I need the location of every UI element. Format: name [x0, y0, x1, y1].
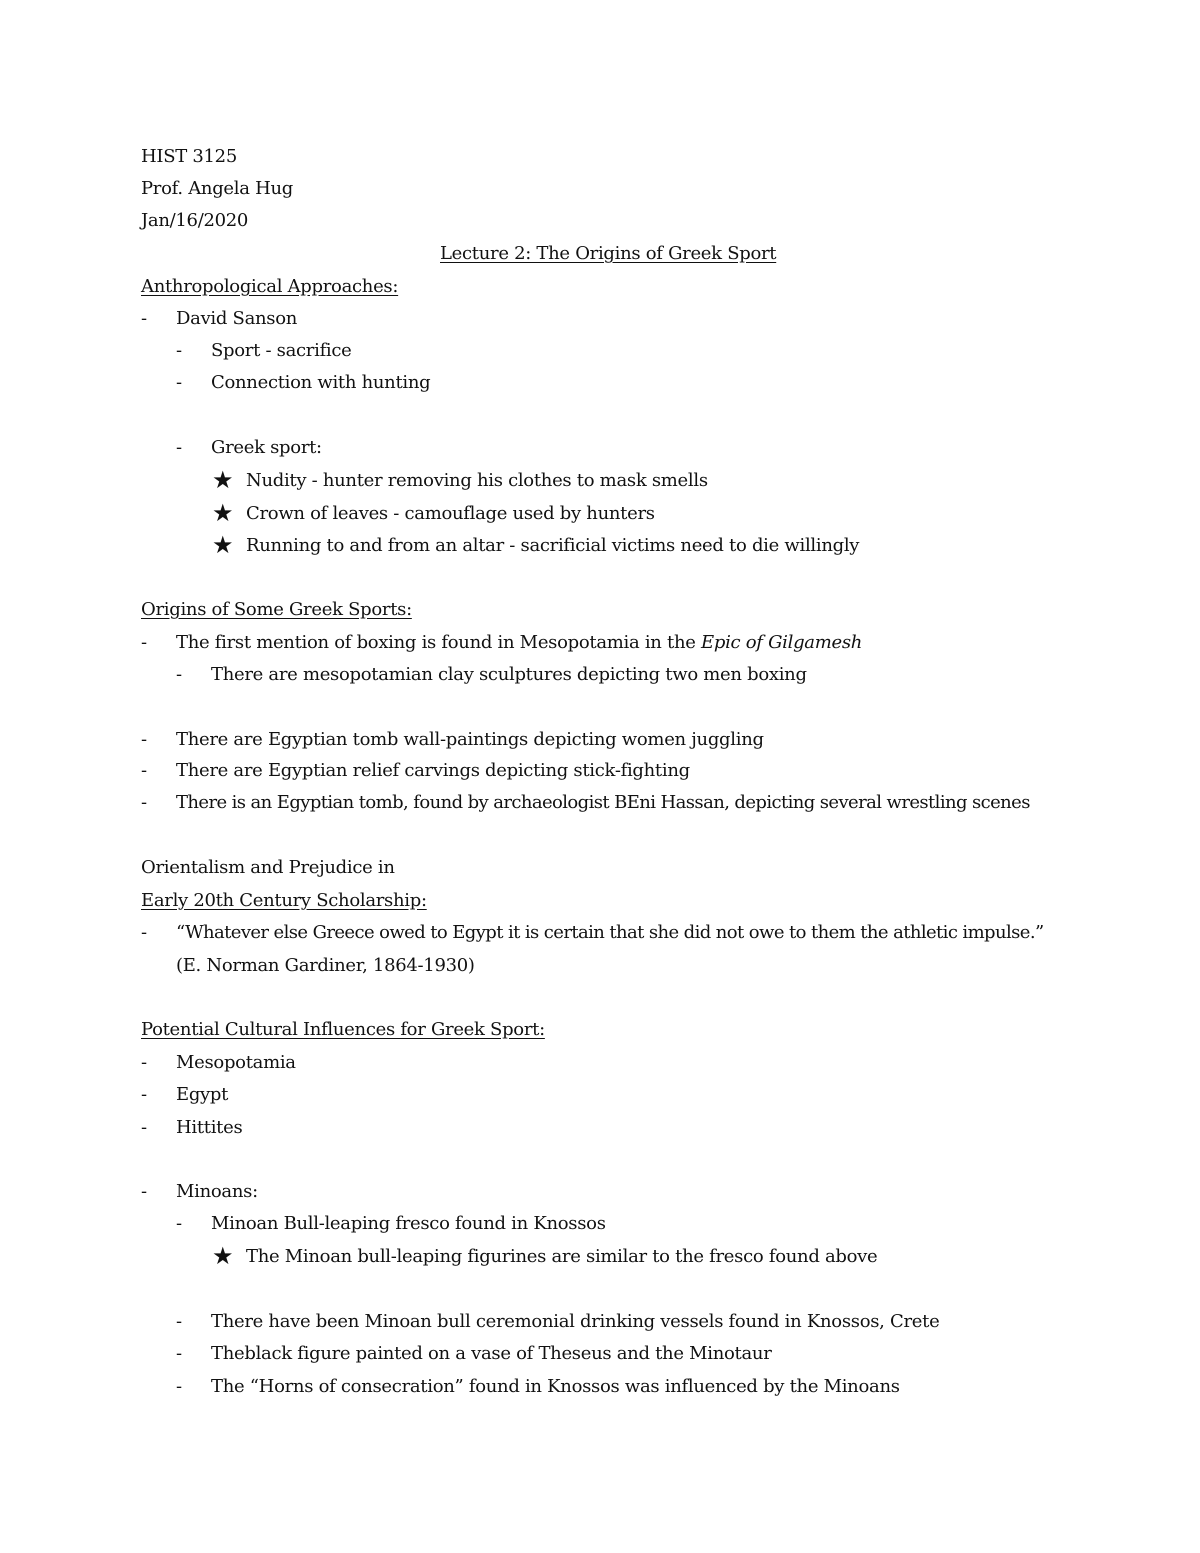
list-item-juggling: There are Egyptian tomb wall-paintings depicting women juggling [176, 729, 764, 750]
list-item-crown: Crown of leaves - camouflage used by hunters [246, 503, 655, 524]
bullet-dash: - [141, 1084, 148, 1105]
list-item-figurines: The Minoan bull-leaping figurines are similar to the fresco found above [246, 1246, 878, 1267]
bullet-dash: - [176, 1376, 183, 1397]
quote-citation: (E. Norman Gardiner, 1864-1930) [176, 955, 475, 976]
star-bullet-icon: ★ [212, 499, 234, 527]
star-bullet-icon: ★ [212, 531, 234, 559]
section-heading-scholarship: Early 20th Century Scholarship: [141, 890, 427, 911]
list-item-horns: The “Horns of consecration” found in Knossos was influenced by the Minoans [211, 1376, 900, 1397]
list-item-mesopotamia: Mesopotamia [176, 1052, 296, 1073]
list-item-theseus-vase: Theblack figure painted on a vase of Theseus and the Minotaur [211, 1343, 772, 1364]
bullet-dash: - [176, 1213, 183, 1234]
list-item-david-sanson: David Sanson [176, 308, 298, 329]
bullet-dash: - [176, 1311, 183, 1332]
bullet-dash: - [141, 922, 148, 943]
bullet-dash: - [141, 1117, 148, 1138]
list-item-clay-sculptures: There are mesopotamian clay sculptures depicting two men boxing [211, 664, 807, 685]
bullet-dash: - [176, 372, 183, 393]
list-item-hunting: Connection with hunting [211, 372, 431, 393]
bullet-dash: - [141, 760, 148, 781]
bullet-dash: - [141, 729, 148, 750]
bullet-dash: - [141, 1052, 148, 1073]
list-item-hittites: Hittites [176, 1117, 243, 1138]
list-item-running: Running to and from an altar - sacrificial victims need to die willingly [246, 535, 860, 556]
section-heading-anthropological: Anthropological Approaches: [141, 276, 399, 297]
section-heading-influences: Potential Cultural Influences for Greek Sport: [141, 1019, 545, 1040]
list-item-vessels: There have been Minoan bull ceremonial drinking vessels found in Knossos, Crete [211, 1311, 940, 1332]
list-item-egypt: Egypt [176, 1084, 229, 1105]
list-item-sport-sacrifice: Sport - sacrifice [211, 340, 352, 361]
bullet-dash: - [176, 437, 183, 458]
list-item-stick-fighting: There are Egyptian relief carvings depicting stick-fighting [176, 760, 690, 781]
lecture-date: Jan/16/2020 [141, 210, 249, 231]
bullet-dash: - [176, 664, 183, 685]
bullet-dash: - [141, 1181, 148, 1202]
list-item-nudity: Nudity - hunter removing his clothes to mask smells [246, 470, 708, 491]
list-item-greek-sport: Greek sport: [211, 437, 322, 458]
list-item-boxing [176, 631, 862, 655]
course-code: HIST 3125 [141, 146, 237, 167]
section-heading-origins: Origins of Some Greek Sports: [141, 599, 412, 620]
star-bullet-icon: ★ [212, 1242, 234, 1270]
boxing-text: The first mention of boxing is found in Mesopotamia in the [176, 632, 702, 653]
epic-title: Epic of Gilgamesh [701, 632, 863, 653]
gardiner-quote: “Whatever else Greece owed to Egypt it is certain that she did not owe to them the athletic impulse.” [176, 922, 1044, 943]
list-item-fresco: Minoan Bull-leaping fresco found in Knossos [211, 1213, 606, 1234]
bullet-dash: - [141, 308, 148, 329]
star-bullet-icon: ★ [212, 466, 234, 494]
bullet-dash: - [176, 1343, 183, 1364]
bullet-dash: - [141, 632, 148, 653]
lecture-title: Lecture 2: The Origins of Greek Sport [440, 243, 777, 264]
bullet-dash: - [141, 792, 148, 813]
orientalism-line: Orientalism and Prejudice in [141, 857, 395, 878]
bullet-dash: - [176, 340, 183, 361]
list-item-wrestling: There is an Egyptian tomb, found by archaeologist BEni Hassan, depicting several wrestling scenes [176, 792, 1030, 813]
professor-name: Prof. Angela Hug [141, 178, 294, 199]
list-item-minoans: Minoans: [176, 1181, 258, 1202]
